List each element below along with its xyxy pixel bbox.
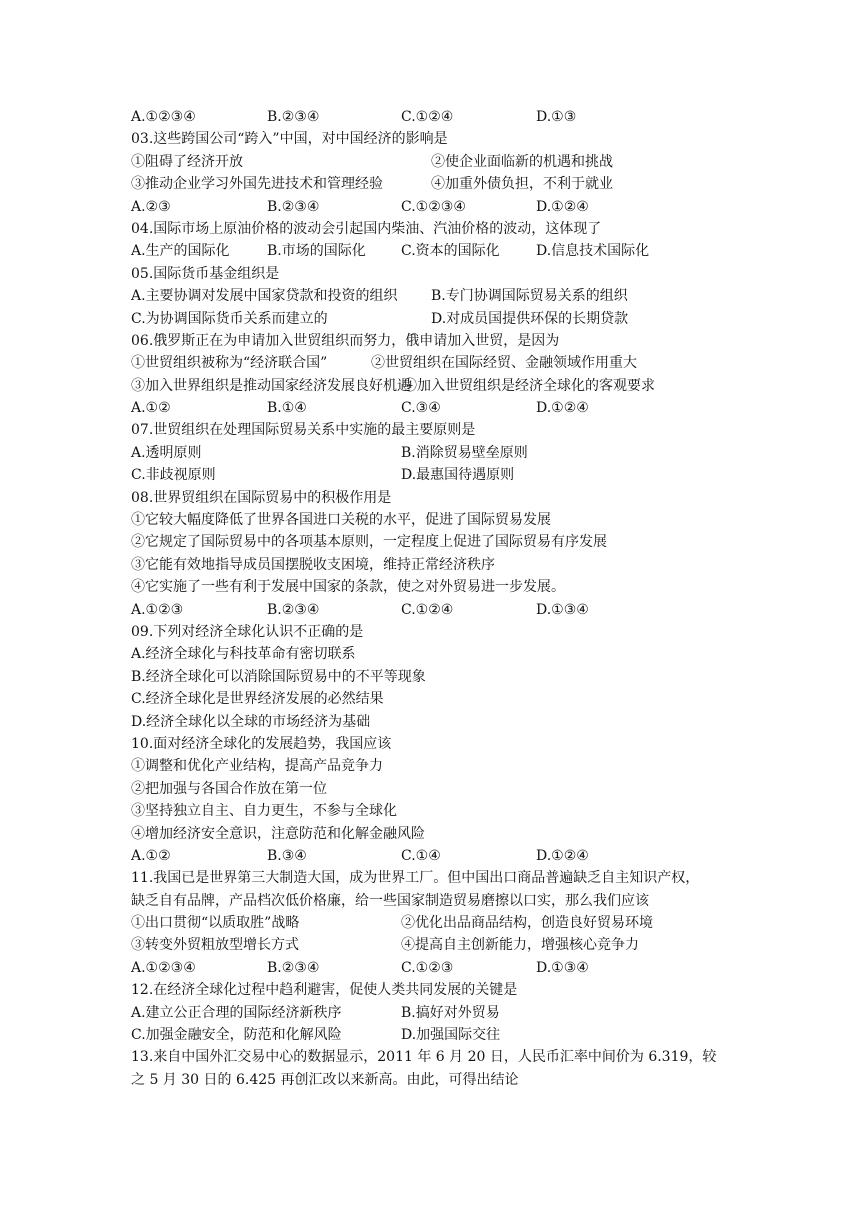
q07-stem: 07.世贸组织在处理国际贸易关系中实施的最主要原则是 [131, 422, 476, 439]
q06-option-a: A.①② [131, 400, 171, 417]
q02-option-b: B.②③④ [267, 109, 320, 125]
q12-option-c: C.加强金融安全，防范和化解风险 [131, 1027, 342, 1044]
q12-options-row2 [131, 1024, 746, 1046]
q09-option-c: C.经济全球化是世界经济发展的必然结果 [131, 691, 384, 708]
q08-item-3: ③它能有效地指导成员国摆脱收支困境，维持正常经济秩序 [131, 556, 495, 573]
q11-items-row1 [131, 912, 746, 934]
q10-option-d: D.①②④ [536, 847, 589, 864]
q06-option-c: C.③④ [401, 400, 441, 417]
q08-option-c: C.①②④ [401, 601, 454, 618]
q06-items-row1 [131, 352, 746, 374]
q10-item-1: ①调整和优化产业结构，提高产品竞争力 [131, 758, 383, 775]
q07-option-c: C.非歧视原则 [131, 467, 216, 484]
q05-options-row2 [131, 308, 746, 330]
q07-option-d: D.最惠国待遇原则 [401, 467, 515, 484]
q06-item-1: ①世贸组织被称为“经济联合国” [131, 355, 328, 372]
q10-stem: 10.面对经济全球化的发展趋势，我国应该 [131, 735, 392, 752]
q13-stem-line2: 之 5 月 30 日的 6.425 再创汇改以来新高。由此，可得出结论 [131, 1071, 519, 1088]
q11-stem-line1: 11.我国已是世界第三大制造大国，成为世界工厂。但中国出口商品普遍缺乏自主知识产权， [131, 870, 700, 887]
q02-options [131, 106, 746, 128]
q08-options [131, 599, 746, 621]
q06-option-d: D.①②④ [536, 400, 589, 417]
q11-item-3: ③转变外贸粗放型增长方式 [131, 937, 299, 954]
q08-stem: 08.世界贸组织在国际贸易中的积极作用是 [131, 489, 392, 506]
q06-stem: 06.俄罗斯正在为申请加入世贸组织而努力，俄申请加入世贸，是因为 [131, 332, 560, 349]
q10-item-4: ④增加经济安全意识，注意防范和化解金融风险 [131, 825, 425, 842]
q08-option-d: D.①③④ [536, 601, 589, 618]
q10-option-a: A.①② [131, 847, 171, 864]
q03-item-4: ④加重外债负担，不利于就业 [431, 176, 613, 193]
q04-option-c: C.资本的国际化 [401, 243, 500, 260]
q04-option-d: D.信息技术国际化 [536, 243, 650, 260]
question-list [131, 106, 746, 1091]
q10-option-c: C.①④ [401, 847, 441, 864]
q06-items-row2 [131, 375, 746, 397]
q06-item-4: ④加入世贸组织是经济全球化的客观要求 [403, 377, 655, 394]
q05-stem: 05.国际货币基金组织是 [131, 265, 280, 282]
q05-option-b: B.专门协调国际贸易关系的组织 [431, 288, 628, 305]
q11-options [131, 957, 746, 979]
q09-stem: 09.下列对经济全球化认识不正确的是 [131, 623, 364, 640]
q03-item-2: ②使企业面临新的机遇和挑战 [431, 153, 613, 170]
q03-option-c: C.①②③④ [401, 198, 466, 215]
q11-option-b: B.②③④ [267, 959, 320, 976]
q12-option-b: B.搞好对外贸易 [401, 1004, 500, 1021]
q03-item-1: ①阻碍了经济开放 [131, 153, 243, 170]
q11-option-d: D.①③④ [536, 959, 589, 976]
q07-options-row1 [131, 442, 746, 464]
q03-options [131, 196, 746, 218]
q05-option-d: D.对成员国提供环保的长期贷款 [431, 310, 629, 327]
q03-items-row1 [131, 151, 746, 173]
q11-option-a: A.①②③④ [131, 959, 196, 976]
q09-option-a: A.经济全球化与科技革命有密切联系 [131, 646, 356, 663]
q07-option-a: A.透明原则 [131, 444, 202, 461]
q11-item-4: ④提高自主创新能力，增强核心竞争力 [401, 937, 639, 954]
q11-items-row2 [131, 934, 746, 956]
q04-options [131, 240, 746, 262]
q05-option-c: C.为协调国际货币关系而建立的 [131, 310, 328, 327]
q08-option-b: B.②③④ [267, 601, 320, 618]
q03-option-b: B.②③④ [267, 198, 320, 215]
q08-item-1: ①它较大幅度降低了世界各国进口关税的水平，促进了国际贸易发展 [131, 512, 551, 529]
q07-option-b: B.消除贸易壁垒原则 [401, 444, 528, 461]
q12-option-a: A.建立公正合理的国际经济新秩序 [131, 1004, 342, 1021]
q07-options-row2 [131, 464, 746, 486]
q12-stem: 12.在经济全球化过程中趋利避害，促使人类共同发展的关键是 [131, 982, 518, 999]
q02-option-a: A.①②③④ [131, 109, 196, 125]
q03-option-d: D.①②④ [536, 198, 589, 215]
q10-option-b: B.③④ [267, 847, 307, 864]
q06-options [131, 397, 746, 419]
q12-options-row1 [131, 1002, 746, 1024]
q10-item-2: ②把加强与各国合作放在第一位 [131, 780, 327, 797]
q11-stem-line2: 缺乏自有品牌，产品档次低价格廉，给一些国家制造贸易磨擦以口实，那么我们应该 [131, 892, 649, 909]
q03-item-3: ③推动企业学习外国先进技术和管理经验 [131, 176, 383, 193]
q08-option-a: A.①②③ [131, 601, 184, 618]
q08-item-2: ②它规定了国际贸易中的各项基本原则，一定程度上促进了国际贸易有序发展 [131, 534, 607, 551]
q06-item-2: ②世贸组织在国际经贸、金融领域作用重大 [371, 355, 637, 372]
q02-option-c: C.①②④ [401, 109, 454, 125]
q06-option-b: B.①④ [267, 400, 307, 417]
q04-option-a: A.生产的国际化 [131, 243, 230, 260]
q10-options [131, 845, 746, 867]
q08-item-4: ④它实施了一些有利于发展中国家的条款，使之对外贸易进一步发展。 [131, 579, 565, 596]
q13-stem-line1: 13.来自中国外汇交易中心的数据显示，2011 年 6 月 20 日，人民币汇率中间价为 6.319，较 [131, 1049, 717, 1066]
q11-item-1: ①出口贯彻“以质取胜”战略 [131, 915, 300, 932]
q04-option-b: B.市场的国际化 [267, 243, 366, 260]
q09-option-d: D.经济全球化以全球的市场经济为基础 [131, 713, 371, 730]
q09-option-b: B.经济全球化可以消除国际贸易中的不平等现象 [131, 668, 426, 685]
q11-item-2: ②优化出品商品结构，创造良好贸易环境 [401, 915, 653, 932]
q11-option-c: C.①②③ [401, 959, 454, 976]
q05-options-row1 [131, 285, 746, 307]
q10-item-3: ③坚持独立自主、自力更生，不参与全球化 [131, 803, 397, 820]
q06-item-3: ③加入世界组织是推动国家经济发展良好机遇 [131, 377, 411, 394]
q02-option-d: D.①③ [536, 109, 577, 125]
q03-stem: 03.这些跨国公司“跨入”中国，对中国经济的影响是 [131, 131, 448, 148]
q12-option-d: D.加强国际交往 [401, 1027, 501, 1044]
q05-option-a: A.主要协调对发展中国家贷款和投资的组织 [131, 288, 398, 305]
q04-stem: 04.国际市场上原油价格的波动会引起国内柴油、汽油价格的波动，这体现了 [131, 220, 602, 237]
q03-items-row2 [131, 173, 746, 195]
q03-option-a: A.②③ [131, 198, 171, 215]
